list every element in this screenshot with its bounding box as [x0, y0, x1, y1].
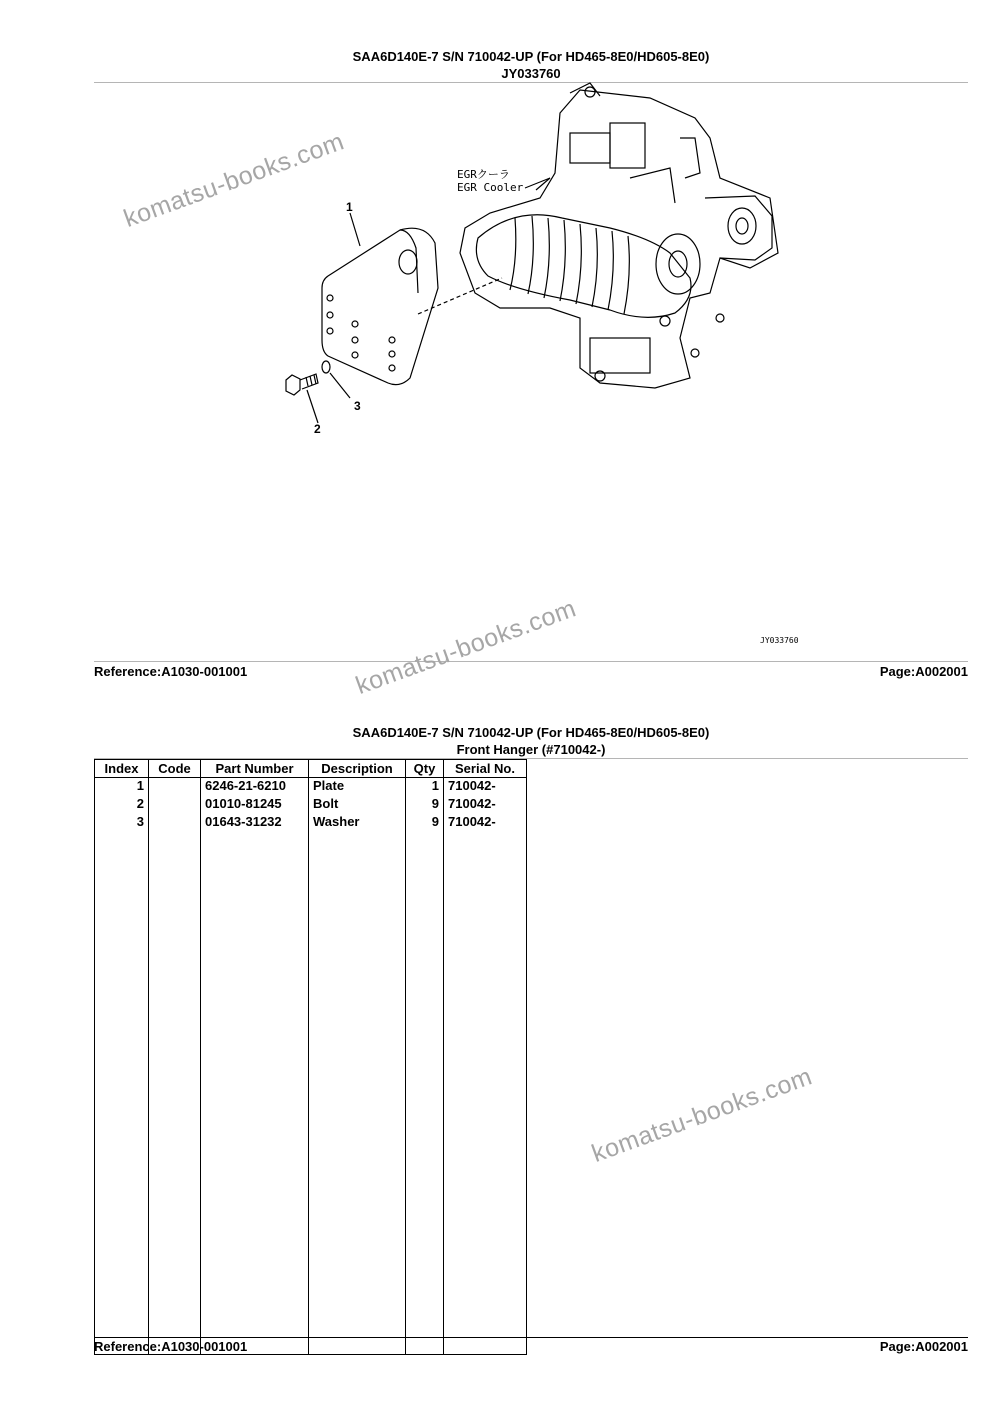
cell-serial: 710042-	[444, 778, 527, 797]
col-part-number: Part Number	[201, 760, 309, 778]
cell-part-number: 01010-81245	[201, 796, 309, 814]
figure-small-label: JY033760	[760, 636, 799, 645]
egr-cooler-drawing	[460, 83, 778, 388]
parts-table-header	[95, 760, 527, 778]
parts-illustration	[250, 78, 810, 668]
cell-code	[149, 814, 201, 832]
watermark: komatsu-books.com	[588, 1062, 816, 1169]
cell-code	[149, 796, 201, 814]
table-row	[95, 796, 527, 814]
callout-3: 3	[354, 399, 361, 413]
page1-figure-id: JY033760	[501, 66, 561, 81]
page1-reference: Reference:A1030-001001	[94, 664, 248, 679]
cell-description: Washer	[309, 814, 406, 832]
cell-index: 3	[95, 814, 149, 832]
callout-2: 2	[314, 422, 321, 436]
cell-description: Bolt	[309, 796, 406, 814]
cell-qty: 1	[406, 778, 444, 797]
page1-footer-rule	[94, 661, 968, 662]
cell-code	[149, 778, 201, 797]
cell-qty: 9	[406, 814, 444, 832]
egr-cooler-label-jp: EGRクーラ	[457, 168, 510, 181]
table-row	[95, 814, 527, 832]
cell-part-number: 6246-21-6210	[201, 778, 309, 797]
cell-part-number: 01643-31232	[201, 814, 309, 832]
col-description: Description	[309, 760, 406, 778]
page2-page-number: Page:A002001	[879, 1339, 968, 1354]
cell-qty: 9	[406, 796, 444, 814]
page1-page-number: Page:A002001	[879, 664, 968, 679]
page1-title: SAA6D140E-7 S/N 710042-UP (For HD465-8E0/HD605-8E0)	[352, 49, 710, 64]
washer-drawing	[322, 361, 330, 373]
page2-title: SAA6D140E-7 S/N 710042-UP (For HD465-8E0/HD605-8E0)	[352, 725, 710, 740]
cell-serial: 710042-	[444, 814, 527, 832]
plate-drawing	[322, 228, 438, 384]
col-qty: Qty	[406, 760, 444, 778]
page2-footer-rule	[94, 1337, 968, 1338]
cell-index: 2	[95, 796, 149, 814]
cell-serial: 710042-	[444, 796, 527, 814]
table-filler-row	[95, 832, 527, 1355]
watermark: komatsu-books.com	[352, 594, 580, 701]
watermark: komatsu-books.com	[120, 127, 348, 234]
parts-table	[94, 759, 527, 1355]
egr-cooler-label-en: EGR Cooler	[457, 181, 524, 194]
bolt-drawing	[286, 374, 318, 395]
cell-index: 1	[95, 778, 149, 797]
cell-description: Plate	[309, 778, 406, 797]
col-code: Code	[149, 760, 201, 778]
page2-reference: Reference:A1030-001001	[94, 1339, 248, 1354]
table-row	[95, 778, 527, 797]
callout-1: 1	[346, 200, 353, 214]
col-index: Index	[95, 760, 149, 778]
page2-subtitle: Front Hanger (#710042-)	[456, 742, 606, 757]
col-serial: Serial No.	[444, 760, 527, 778]
